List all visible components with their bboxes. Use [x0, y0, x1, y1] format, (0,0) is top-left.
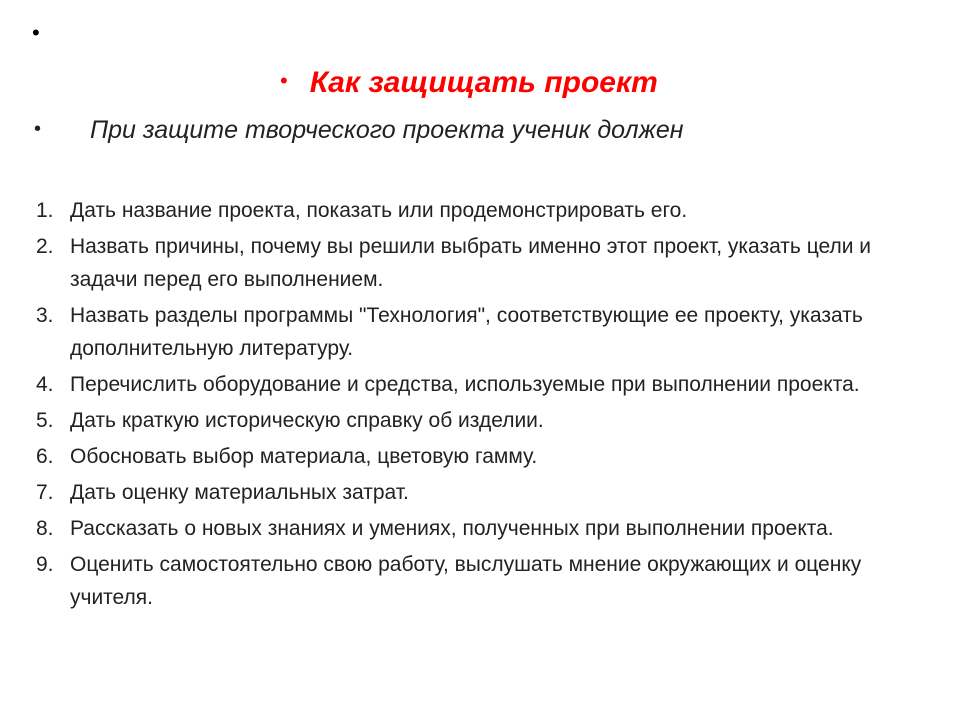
step-item [36, 368, 916, 401]
step-item [36, 230, 916, 296]
step-text: Перечислить оборудование и средства, используемые при выполнении проекта. [70, 373, 860, 396]
step-number: 8. [36, 517, 54, 540]
subtitle-row [34, 116, 683, 145]
step-number: 1. [36, 199, 54, 222]
subtitle-bullet: • [34, 118, 42, 140]
step-text: Оценить самостоятельно свою работу, выслушать мнение окружающих и оценку учителя. [70, 553, 862, 609]
top-bullet: • [32, 20, 40, 45]
step-number: 7. [36, 481, 54, 504]
step-text: Обосновать выбор материала, цветовую гамму. [70, 445, 538, 468]
step-number: 6. [36, 445, 54, 468]
step-number: 3. [36, 304, 54, 327]
title-row [280, 66, 658, 100]
step-item [36, 548, 916, 614]
step-text: Назвать причины, почему вы решили выбрать именно этот проект, указать цели и задачи перед его выполнением. [70, 235, 872, 291]
step-item [36, 194, 916, 227]
step-item [36, 404, 916, 437]
slide-subtitle: При защите творческого проекта ученик должен [90, 116, 684, 144]
steps-list [36, 194, 916, 617]
step-text: Рассказать о новых знаниях и умениях, полученных при выполнении проекта. [70, 517, 834, 540]
step-item [36, 476, 916, 509]
step-number: 2. [36, 235, 54, 258]
step-number: 5. [36, 409, 54, 432]
step-item [36, 440, 916, 473]
step-number: 4. [36, 373, 54, 396]
step-text: Назвать разделы программы "Технология", соответствующие ее проекту, указать дополнительную литературу. [70, 304, 863, 360]
step-text: Дать название проекта, показать или продемонстрировать его. [70, 199, 688, 222]
step-item [36, 299, 916, 365]
step-text: Дать оценку материальных затрат. [70, 481, 409, 504]
title-bullet: • [280, 68, 288, 93]
slide-title: Как защищать проект [309, 66, 658, 99]
step-item [36, 512, 916, 545]
step-number: 9. [36, 553, 54, 576]
step-text: Дать краткую историческую справку об изделии. [70, 409, 544, 432]
